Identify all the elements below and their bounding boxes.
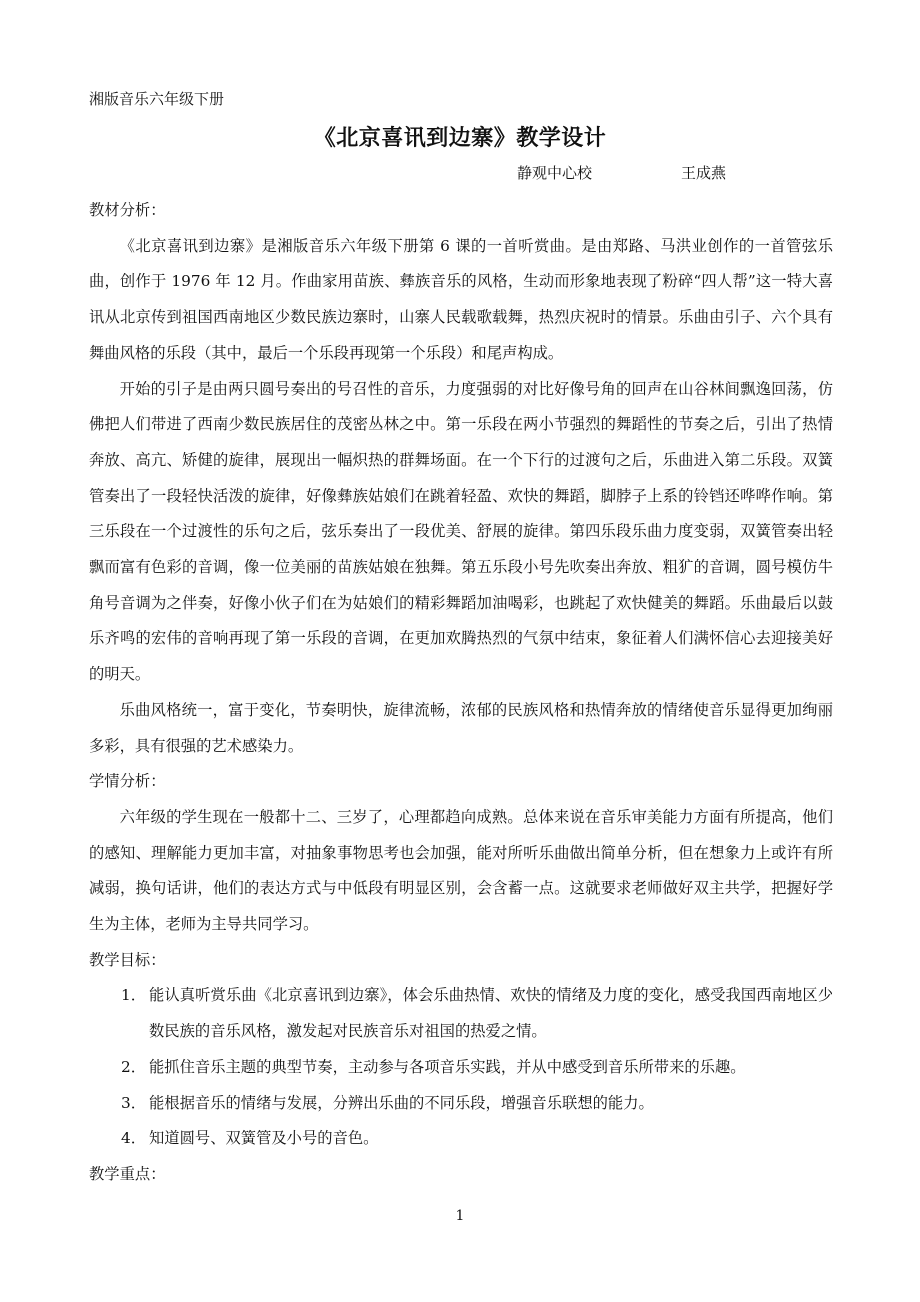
objective-item	[89, 1050, 833, 1086]
material-analysis-paragraph-2: 开始的引子是由两只圆号奏出的号召性的音乐，力度强弱的对比好像号角的回声在山谷林间飘逸回荡，仿佛把人们带进了西南少数民族居住的茂密丛林之中。第一乐段在两小节强烈的舞蹈性的节奏之后，引出了热情奔放、高亢、矫健的旋律，展现出一幅炽热的群舞场面。在一个下行的过渡句之后，乐曲进入第二乐段。双簧管奏出了一段轻快活泼的旋律，好像彝族姑娘们在跳着轻盈、欢快的舞蹈，脚脖子上系的铃铛还哗哗作响。第三乐段在一个过渡性的乐句之后，弦乐奏出了一段优美、舒展的旋律。第四乐段乐曲力度变弱，双簧管奏出轻飘而富有色彩的音调，像一位美丽的苗族姑娘在独舞。第五乐段小号先吹奏出奔放、粗犷的音调，圆号模仿牛角号音调为之伴奏，好像小伙子们在为姑娘们的精彩舞蹈加油喝彩，也跳起了欢快健美的舞蹈。乐曲最后以鼓乐齐鸣的宏伟的音响再现了第一乐段的音调，在更加欢腾热烈的气氛中结束，象征着人们满怀信心去迎接美好的明天。	[89, 379, 833, 684]
course-header: 湘版音乐六年级下册	[89, 90, 225, 108]
material-analysis-heading: 教材分析：	[89, 201, 166, 219]
key-points-heading: 教学重点：	[89, 1164, 166, 1183]
objective-number: 3．	[121, 1093, 147, 1112]
objectives-list	[89, 978, 833, 1157]
objective-item	[89, 1086, 833, 1122]
school-name: 静观中心校	[517, 164, 593, 182]
author-name: 王成燕	[681, 164, 727, 182]
objective-text: 能抓住音乐主题的典型节奏，主动参与各项音乐实践，并从中感受到音乐所带来的乐趣。	[149, 1057, 746, 1076]
objectives-heading: 教学目标：	[89, 950, 166, 969]
material-analysis-paragraph-1: 《北京喜讯到边寨》是湘版音乐六年级下册第 6 课的一首听赏曲。是由郑路、马洪业创作的一首管弦乐曲，创作于 1976 年 12 月。作曲家用苗族、彝族音乐的风格，生动而形象地表现了粉碎“四人帮”这一特大喜讯从北京传到祖国西南地区少数民族边寨时，山寨人民载歌载舞，热烈庆祝时的情景。乐曲由引子、六个具有舞曲风格的乐段（其中，最后一个乐段再现第一个乐段）和尾声构成。	[89, 236, 833, 362]
student-analysis-heading: 学情分析：	[89, 772, 166, 791]
objective-text: 知道圆号、双簧管及小号的音色。	[149, 1129, 379, 1148]
objective-number: 1．	[121, 986, 147, 1005]
objective-item	[89, 1121, 833, 1157]
student-analysis-paragraph: 六年级的学生现在一般都十二、三岁了，心理都趋向成熟。总体来说在音乐审美能力方面有所提高，他们的感知、理解能力更加丰富，对抽象事物思考也会加强，能对所听乐曲做出简单分析，但在想象力上或许有所减弱，换句话讲，他们的表达方式与中低段有明显区别，会含蓄一点。这就要求老师做好双主共学，把握好学生为主体，老师为主导共同学习。	[89, 807, 833, 934]
objective-item	[89, 978, 833, 1049]
material-analysis-paragraph-3: 乐曲风格统一，富于变化，节奏明快，旋律流畅，浓郁的民族风格和热情奔放的情绪使音乐显得更加绚丽多彩，具有很强的艺术感染力。	[89, 700, 833, 755]
objective-number: 2．	[121, 1057, 147, 1076]
objective-number: 4．	[121, 1129, 147, 1148]
document-title: 《北京喜讯到边寨》教学设计	[313, 125, 607, 151]
objective-text: 能根据音乐的情绪与发展，分辨出乐曲的不同乐段，增强音乐联想的能力。	[149, 1093, 654, 1112]
objective-text: 能认真听赏乐曲《北京喜讯到边寨》，体会乐曲热情、欢快的情绪及力度的变化，感受我国西南地区少数民族的音乐风格，激发起对民族音乐对祖国的热爱之情。	[149, 986, 833, 1041]
page-number: 1	[455, 1208, 465, 1224]
document-body	[89, 193, 833, 1193]
